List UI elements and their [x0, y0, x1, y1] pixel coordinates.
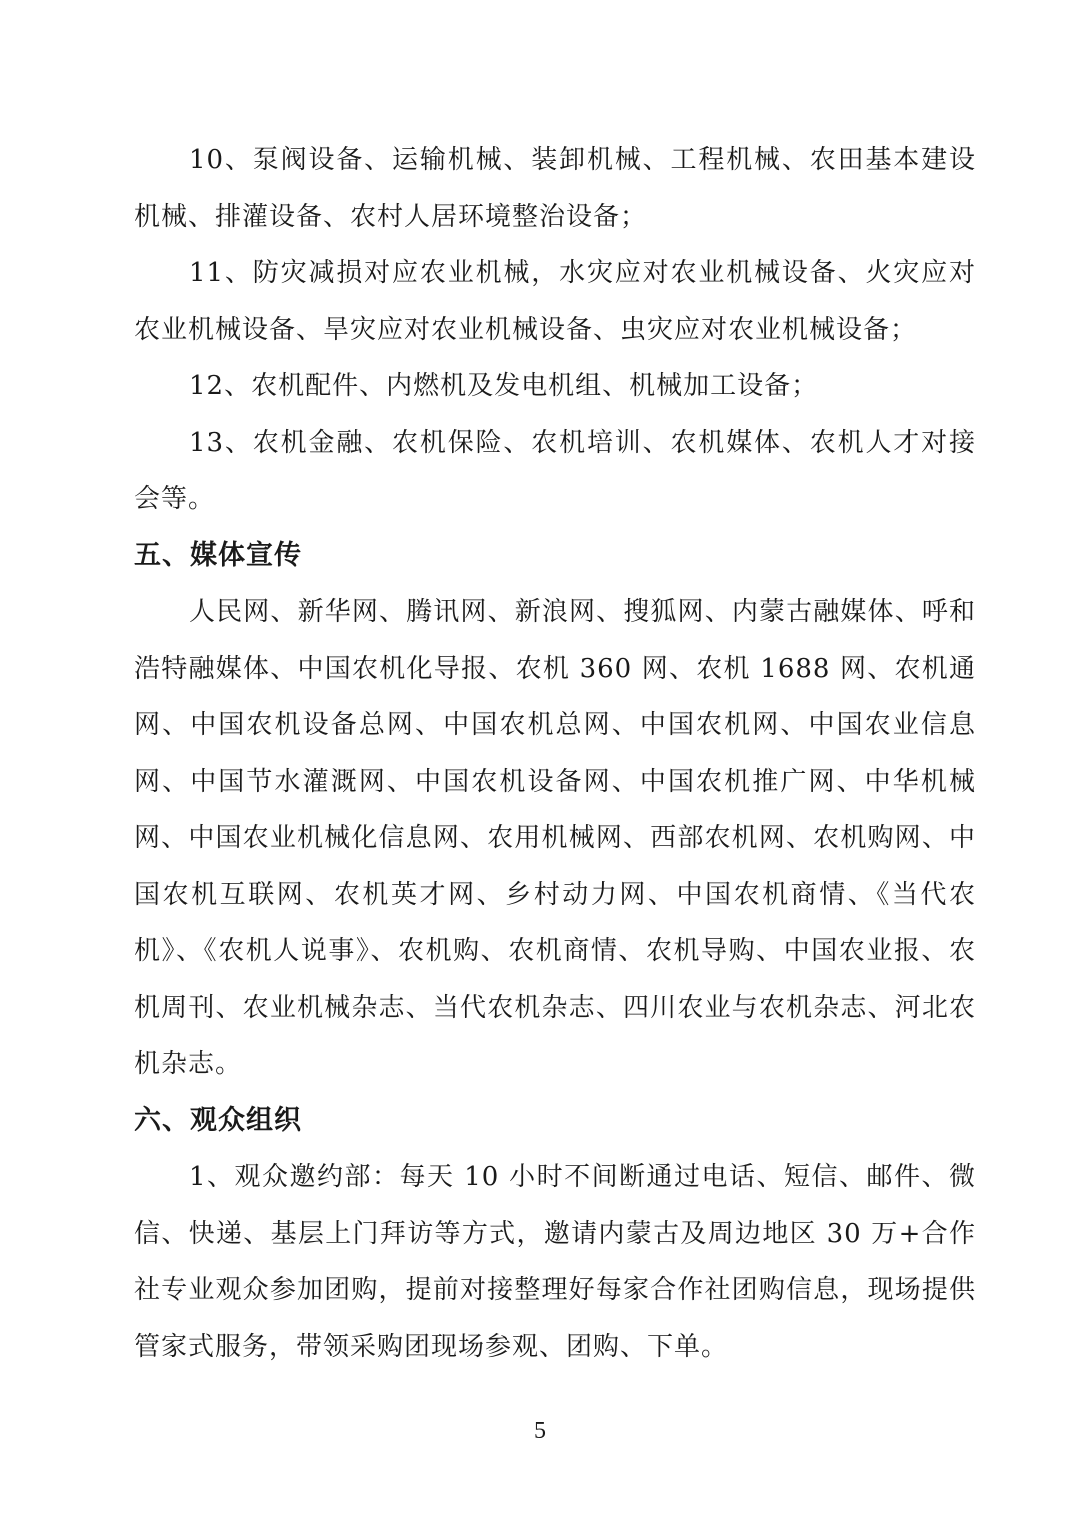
- list-item-13: 13、农机金融、农机保险、农机培训、农机媒体、农机人才对接会等。: [134, 427, 976, 514]
- section-heading-media: 五、媒体宣传: [134, 539, 302, 571]
- list-item-12: 12、农机配件、内燃机及发电机组、机械加工设备；: [189, 371, 819, 401]
- page-number: 5: [534, 1418, 546, 1444]
- section-heading-audience: 六、观众组织: [134, 1104, 302, 1136]
- document-body: [134, 132, 976, 1375]
- list-item-11: 11、防灾减损对应农业机械，水灾应对农业机械设备、火灾应对农业机械设备、旱灾应对农业机械设备、虫灾应对农业机械设备；: [134, 258, 976, 345]
- list-item-10: 10、泵阀设备、运输机械、装卸机械、工程机械、农田基本建设机械、排灌设备、农村人居环境整治设备；: [134, 145, 976, 232]
- media-list-paragraph: 人民网、新华网、腾讯网、新浪网、搜狐网、内蒙古融媒体、呼和浩特融媒体、中国农机化导报、农机 360 网、农机 1688 网、农机通网、中国农机设备总网、中国农机总网、中国农机网、中国农业信息网、中国节水灌溉网、中国农机设备网、中国农机推广网、中华机械网、中国农业机械化信息网、农用机械网、西部农机网、农机购网、中国农机互联网、农机英才网、乡村动力网、中国农机商情、《当代农机》、《农机人说事》、农机购、农机商情、农机导购、中国农业报、农机周刊、农业机械杂志、当代农机杂志、四川农业与农机杂志、河北农机杂志。: [134, 597, 976, 1079]
- audience-paragraph-1: 1、观众邀约部：每天 10 小时不间断通过电话、短信、邮件、微信、快递、基层上门拜访等方式，邀请内蒙古及周边地区 30 万+合作社专业观众参加团购，提前对接整理好每家合作社团购信息，现场提供管家式服务，带领采购团现场参观、团购、下单。: [134, 1162, 976, 1362]
